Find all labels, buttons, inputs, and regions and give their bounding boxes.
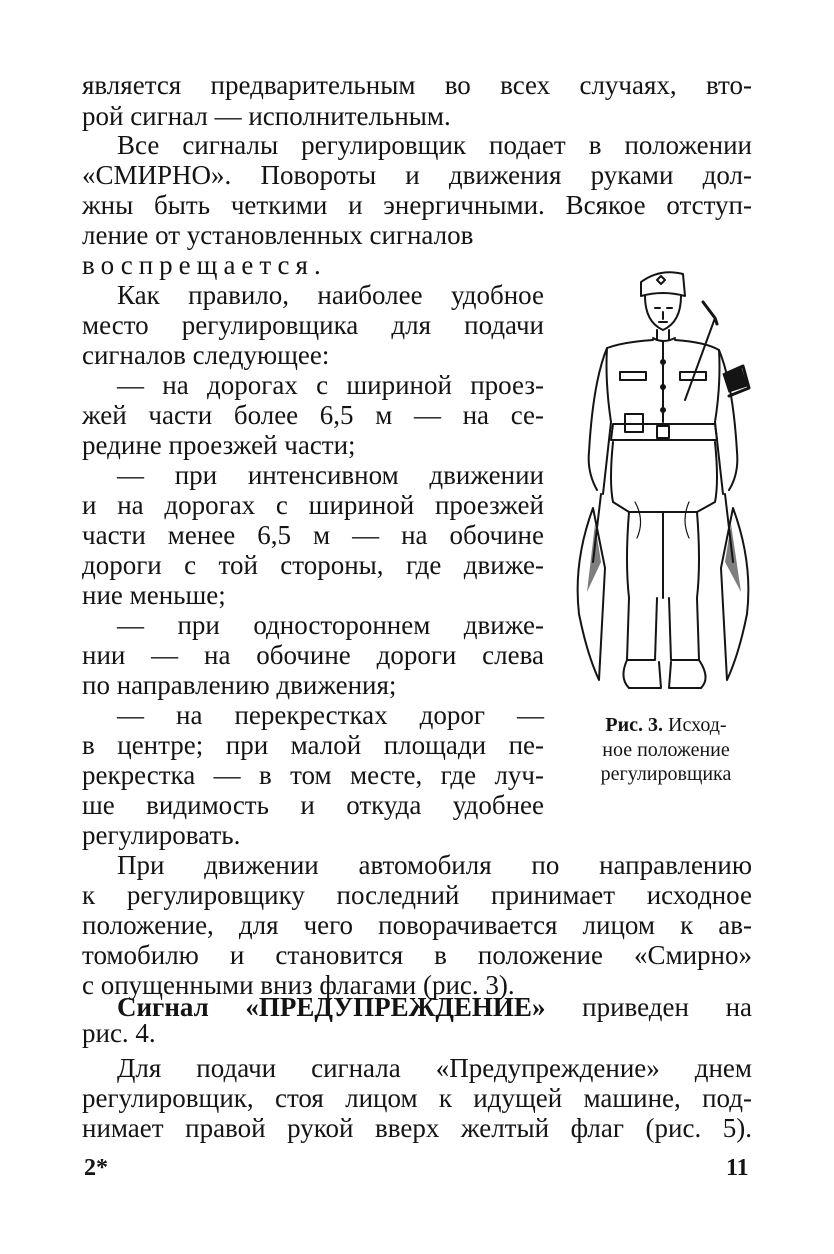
text-line: сигналов следующее: [82,340,330,370]
text-line: — на дорогах с шириной проез- [117,370,544,400]
text-line: регулировщик, стоя лицом к идущей машине, под- [82,1083,752,1113]
text-line: воспрещается. [82,250,327,280]
caption-text: Исход- [668,714,727,736]
text-line: — на перекрестках дорог — [117,700,544,730]
page-number: 11 [726,1155,749,1181]
text-line: рекрестка — в том месте, где луч- [82,760,544,790]
text-line: и на дорогах с шириной проезжей [82,490,544,520]
figure-label: Рис. 3. [605,714,664,736]
text-line: Для подачи сигнала «Предупреждение» днем [117,1053,752,1083]
text-line: регулировать. [82,820,241,850]
caption-text: ное положение [602,739,730,761]
text-line: приведен на [582,992,753,1022]
text-line: «СМИРНО». Повороты и движения руками дол- [82,160,752,190]
signal-heading: Сигнал «ПРЕДУПРЕЖДЕНИЕ» [117,992,546,1022]
text-line: нии — на обочине дороги слева [82,640,544,670]
text-line: томобилю и становится в положение «Смирно» [82,940,752,970]
text-line: в центре; при малой площади пе- [82,730,544,760]
text-line: с опущенными вниз флагами (рис. 3). [82,970,515,1000]
text-line: жны быть четкими и энергичными. Всякое отступ- [82,190,752,220]
text-line: — при интенсивном движении [117,460,544,490]
text-line: дороги с той стороны, где движе- [82,550,544,580]
text-line: части менее 6,5 м — на обочине [82,520,544,550]
text-line: ше видимость и откуда удобнее [82,790,544,820]
text-line: ние меньше; [82,580,226,610]
text-line: по направлению движения; [82,670,397,700]
text-line: положение, для чего поворачивается лицом к ав- [82,910,752,940]
caption-text: регулировщика [600,763,732,785]
traffic-controller-illustration [565,262,755,710]
text-line: — при одностороннем движе- [117,610,544,640]
figure-caption [574,713,758,737]
text-line: является предварительным во всех случаях, вто- [82,70,752,100]
text-line: редине проезжей части; [82,430,356,460]
text-line: к регулировщику последний принимает исходное [82,880,752,910]
text-line: ление от установленных сигналов [82,220,474,250]
text-line: рой сигнал — исполнительным. [82,101,451,131]
text-line: Все сигналы регулировщик подает в положении [117,130,752,160]
signature-mark: 2* [84,1155,108,1181]
text-line: нимает правой рукой вверх желтый флаг (рис. 5). [82,1113,752,1143]
text-line: место регулировщика для подачи [82,310,544,340]
text-line: жей части более 6,5 м — на се- [82,400,544,430]
text-line: рис. 4. [82,1018,156,1048]
text-line: При движении автомобиля по направлению [117,850,752,880]
text-line: Как правило, наиболее удобное [117,280,544,310]
